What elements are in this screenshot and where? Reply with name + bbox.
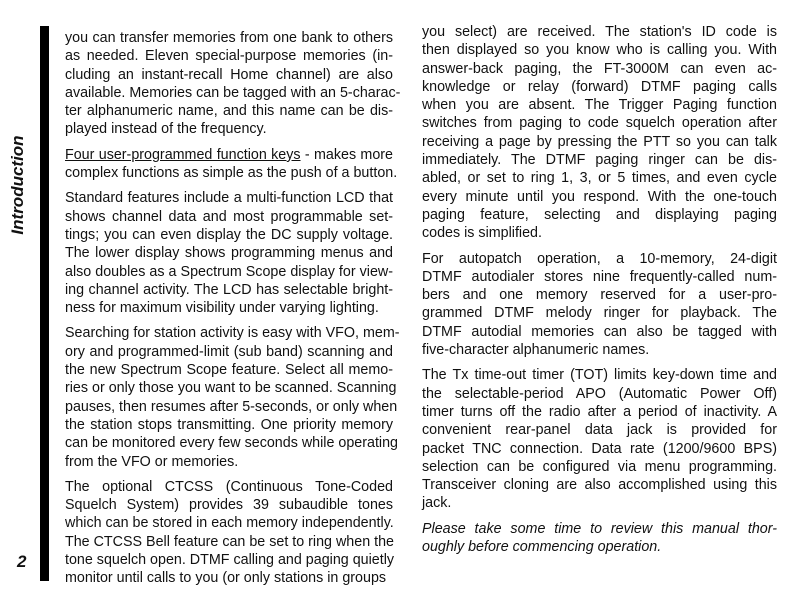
paragraph bbox=[422, 366, 777, 512]
text-line: you select) are received. The station's ID code is bbox=[422, 24, 777, 40]
text-line: from the VFO or memories. bbox=[65, 453, 239, 470]
text-line: Searching for station activity is easy with VFO, mem- bbox=[65, 325, 400, 342]
text-line: can be monitored every few seconds while operating bbox=[65, 435, 398, 452]
text-line: which can be stored in each memory independently. bbox=[65, 515, 394, 532]
paragraph bbox=[65, 146, 398, 183]
section-bar bbox=[40, 26, 49, 581]
text-line: every minute until you respond. With the one-touch bbox=[422, 188, 777, 205]
text-line: the selectable-period APO (Automatic Power Off) bbox=[422, 385, 777, 402]
text-line: DTMF autodial memories can also be tagged with bbox=[422, 323, 777, 340]
text-line: tone squelch open. DTMF calling and paging quietly bbox=[65, 552, 395, 569]
text-line: available. Memories can be tagged with an 5-charac- bbox=[65, 84, 401, 101]
text-line: the new Spectrum Scope feature. Select all memo- bbox=[65, 362, 393, 379]
right-column bbox=[422, 23, 777, 563]
text-line: ing channel activity. The LCD has selectable bright- bbox=[65, 281, 393, 298]
paragraph bbox=[65, 478, 393, 588]
text-line: packet TNC connection. Data rate (1200/9600 BPS) bbox=[422, 440, 777, 457]
text-line: tings; you can even display the DC supply voltage. bbox=[65, 226, 393, 243]
text-line: you can transfer memories from one bank to others bbox=[65, 30, 393, 46]
text-line: The Tx time-out timer (TOT) limits key-down time and bbox=[422, 367, 777, 384]
text-line: convenient rear-panel data jack is provided for bbox=[422, 422, 777, 439]
text-line: Please take some time to review this manual thor- bbox=[422, 520, 777, 537]
text-line: knowledge or relay (forward) DTMF paging calls bbox=[422, 78, 777, 95]
underlined-term: Four user-programmed function keys bbox=[65, 146, 301, 163]
paragraph bbox=[422, 23, 777, 243]
text-line: when you are absent. The Trigger Paging function bbox=[422, 97, 777, 114]
page-number: 2 bbox=[17, 552, 27, 571]
text-line: played instead of the frequency. bbox=[65, 121, 267, 138]
text-line: grammed DTMF melody ringer for playback. The bbox=[422, 305, 777, 322]
text-line: complex functions as simple as the push of a button. bbox=[65, 165, 398, 182]
text-line: receiving a page by pressing the PTT so you can talk bbox=[422, 133, 777, 150]
left-column bbox=[65, 29, 401, 595]
paragraph bbox=[65, 189, 393, 317]
text-line: abled, or set to ring 1, 3, or 5 times, and even cycle bbox=[422, 170, 777, 187]
text-line: For autopatch operation, a 10-memory, 24-digit bbox=[422, 250, 777, 267]
text-line: shows channel data and most programmable set- bbox=[65, 208, 393, 225]
text-line: the station stops transmitting. One priority memory bbox=[65, 416, 393, 433]
paragraph bbox=[65, 29, 401, 139]
text-line: paging feature, selecting and displaying paging bbox=[422, 206, 777, 223]
text-span: - makes more bbox=[300, 146, 394, 163]
text-line: The CTCSS Bell feature can be set to ring when the bbox=[65, 533, 395, 550]
paragraph bbox=[422, 250, 777, 360]
text-line: as needed. Eleven special-purpose memories (in- bbox=[65, 48, 393, 65]
text-line: pauses, then resumes after 5-seconds, or only when bbox=[65, 398, 398, 415]
text-line: DTMF autodialer stores nine frequently-called num- bbox=[422, 268, 777, 285]
text-line: Transceiver cloning are also accomplished using this bbox=[422, 477, 777, 494]
text-line: oughly before commencing operation. bbox=[422, 539, 662, 556]
text-line: ries or only those you want to be scanned. Scanning bbox=[65, 380, 397, 397]
text-line: timer turns off the radio after a period of inactivity. A bbox=[422, 403, 777, 420]
text-line: ter alphanumeric name, and this name can be dis- bbox=[65, 103, 393, 120]
text-line: cluding an instant-recall Home channel) are also bbox=[65, 66, 393, 83]
text-line: ory and programmed-limit (sub band) scanning and bbox=[65, 343, 393, 360]
text-line: Squelch System) provides 39 subaudible tones bbox=[65, 497, 393, 514]
section-title: Introduction bbox=[8, 135, 27, 235]
text-line: jack. bbox=[422, 495, 452, 512]
text-line: The optional CTCSS (Continuous Tone-Coded bbox=[65, 478, 393, 495]
text-line: answer-back paging, the FT-3000M can even ac- bbox=[422, 60, 777, 77]
text-line: switches from paging to code squelch operation after bbox=[422, 115, 777, 132]
text-line: also doubles as a Spectrum Scope display for view- bbox=[65, 263, 393, 280]
text-line: monitor until calls to you (or only stations in groups bbox=[65, 570, 387, 587]
text-line: five-character alphanumeric names. bbox=[422, 342, 650, 359]
paragraph bbox=[422, 520, 777, 557]
text-line: ness for maximum visibility under varying lighting. bbox=[65, 300, 379, 317]
text-line: selection can be configured via menu programming. bbox=[422, 458, 777, 475]
text-line: then displayed so you know who is calling you. With bbox=[422, 42, 777, 59]
text-line: Standard features include a multi-function LCD that bbox=[65, 190, 393, 207]
paragraph bbox=[65, 324, 400, 470]
text-line: bers and one memory reserved for a user-pro- bbox=[422, 287, 777, 304]
text-line bbox=[65, 146, 393, 164]
text-line: The lower display shows programming menus and bbox=[65, 245, 393, 262]
text-line: immediately. The DTMF paging ringer can be dis- bbox=[422, 152, 777, 169]
text-line: codes is simplified. bbox=[422, 225, 542, 242]
